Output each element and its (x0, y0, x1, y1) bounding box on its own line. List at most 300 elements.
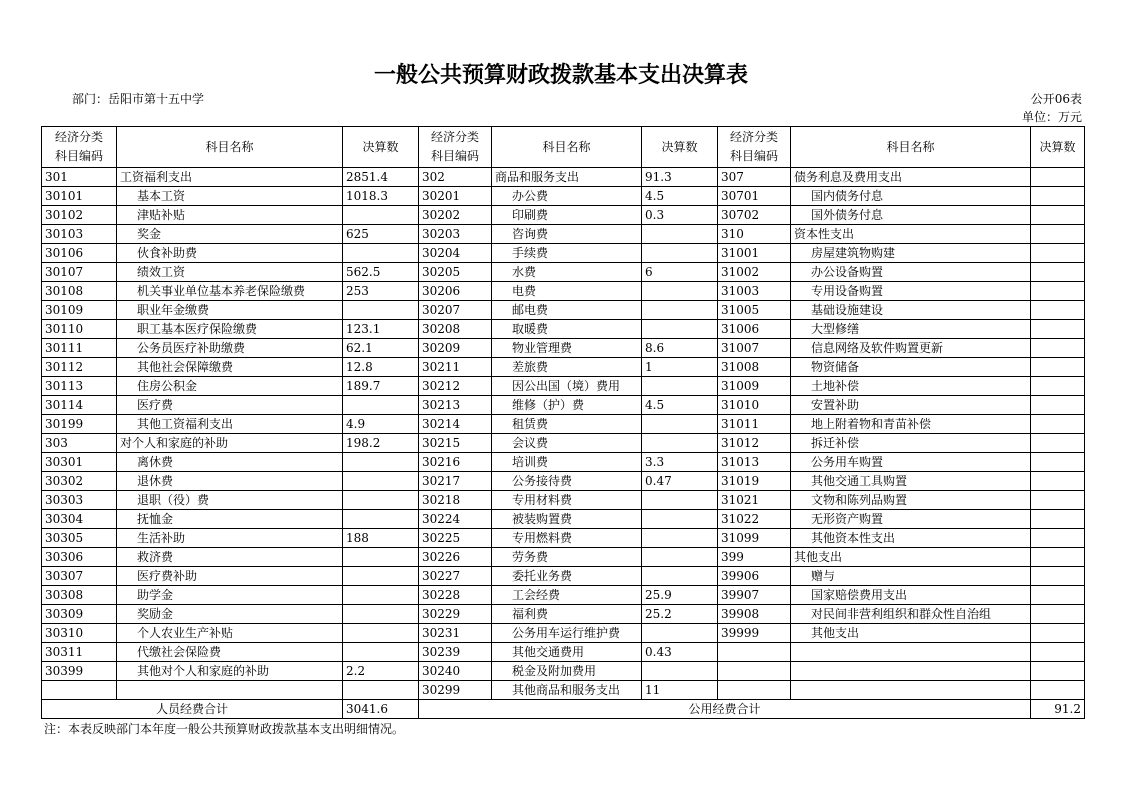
name-cell-1: 对个人和家庭的补助 (117, 434, 343, 453)
amount-cell-3 (1031, 681, 1085, 700)
code-cell-2: 30225 (419, 529, 492, 548)
name-cell-2: 专用材料费 (492, 491, 642, 510)
amount-cell-2 (642, 434, 718, 453)
name-cell-1: 工资福利支出 (117, 168, 343, 187)
code-cell-2: 30201 (419, 187, 492, 206)
name-cell-3: 物资储备 (791, 358, 1031, 377)
code-cell-3: 310 (718, 225, 791, 244)
code-cell-2: 30217 (419, 472, 492, 491)
amount-cell-3 (1031, 339, 1085, 358)
amount-cell-2: 0.43 (642, 643, 718, 662)
code-cell-3: 307 (718, 168, 791, 187)
amount-cell-3 (1031, 548, 1085, 567)
amount-cell-3 (1031, 491, 1085, 510)
code-cell-3: 31007 (718, 339, 791, 358)
code-cell-2: 302 (419, 168, 492, 187)
amount-cell-2: 11 (642, 681, 718, 700)
code-cell-1: 30303 (42, 491, 117, 510)
code-cell-3: 31019 (718, 472, 791, 491)
code-cell-1: 30304 (42, 510, 117, 529)
code-cell-1: 30113 (42, 377, 117, 396)
table-row (42, 206, 1085, 225)
name-cell-3: 地上附着物和青苗补偿 (791, 415, 1031, 434)
name-cell-3: 其他支出 (791, 624, 1031, 643)
code-cell-1: 301 (42, 168, 117, 187)
name-cell-3: 拆迁补偿 (791, 434, 1031, 453)
header-amount-2: 决算数 (642, 127, 718, 168)
name-cell-3 (791, 681, 1031, 700)
code-cell-1: 30101 (42, 187, 117, 206)
name-cell-2: 公务接待费 (492, 472, 642, 491)
amount-cell-1 (343, 396, 419, 415)
name-cell-2: 商品和服务支出 (492, 168, 642, 187)
amount-cell-1: 198.2 (343, 434, 419, 453)
public-total-label: 公用经费合计 (419, 700, 1031, 719)
code-cell-3: 31005 (718, 301, 791, 320)
amount-cell-3 (1031, 529, 1085, 548)
table-row (42, 396, 1085, 415)
name-cell-1: 住房公积金 (117, 377, 343, 396)
name-cell-2: 手续费 (492, 244, 642, 263)
amount-cell-2 (642, 282, 718, 301)
code-cell-1: 30110 (42, 320, 117, 339)
amount-cell-3 (1031, 510, 1085, 529)
amount-cell-3 (1031, 453, 1085, 472)
amount-cell-3 (1031, 187, 1085, 206)
table-row (42, 472, 1085, 491)
code-cell-1: 30199 (42, 415, 117, 434)
table-row (42, 358, 1085, 377)
code-cell-1: 30301 (42, 453, 117, 472)
amount-cell-1: 2851.4 (343, 168, 419, 187)
table-row (42, 548, 1085, 567)
table-row (42, 339, 1085, 358)
name-cell-2: 培训费 (492, 453, 642, 472)
header-amount-1: 决算数 (343, 127, 419, 168)
amount-cell-2 (642, 567, 718, 586)
amount-cell-3 (1031, 377, 1085, 396)
amount-cell-1 (343, 491, 419, 510)
code-cell-3: 31021 (718, 491, 791, 510)
amount-cell-1: 189.7 (343, 377, 419, 396)
name-cell-2: 维修（护）费 (492, 396, 642, 415)
code-cell-3: 30701 (718, 187, 791, 206)
amount-cell-1 (343, 510, 419, 529)
amount-cell-3 (1031, 472, 1085, 491)
code-cell-1: 30311 (42, 643, 117, 662)
amount-cell-2: 1 (642, 358, 718, 377)
table-row (42, 415, 1085, 434)
amount-cell-3 (1031, 244, 1085, 263)
code-cell-1: 30108 (42, 282, 117, 301)
table-row (42, 263, 1085, 282)
code-cell-3: 31022 (718, 510, 791, 529)
name-cell-2: 其他交通费用 (492, 643, 642, 662)
amount-cell-1: 12.8 (343, 358, 419, 377)
name-cell-1: 医疗费 (117, 396, 343, 415)
name-cell-2: 福利费 (492, 605, 642, 624)
amount-cell-3 (1031, 320, 1085, 339)
code-cell-2: 30228 (419, 586, 492, 605)
code-cell-2: 30214 (419, 415, 492, 434)
name-cell-3: 文物和陈列品购置 (791, 491, 1031, 510)
code-cell-3 (718, 662, 791, 681)
code-cell-2: 30211 (419, 358, 492, 377)
name-cell-3: 资本性支出 (791, 225, 1031, 244)
table-row (42, 624, 1085, 643)
amount-cell-1 (343, 301, 419, 320)
code-cell-1: 30103 (42, 225, 117, 244)
code-cell-3: 31010 (718, 396, 791, 415)
unit-label: 单位：万元 (1021, 110, 1082, 124)
code-cell-3: 31008 (718, 358, 791, 377)
name-cell-3: 其他资本性支出 (791, 529, 1031, 548)
code-cell-2: 30208 (419, 320, 492, 339)
code-cell-1: 30302 (42, 472, 117, 491)
footnote: 注：本表反映部门本年度一般公共预算财政拨款基本支出明细情况。 (44, 722, 405, 736)
name-cell-1 (117, 681, 343, 700)
name-cell-3: 土地补偿 (791, 377, 1031, 396)
name-cell-1: 机关事业单位基本养老保险缴费 (117, 282, 343, 301)
code-cell-2: 30202 (419, 206, 492, 225)
name-cell-2: 因公出国（境）费用 (492, 377, 642, 396)
code-cell-2: 30231 (419, 624, 492, 643)
code-cell-3 (718, 681, 791, 700)
name-cell-3: 专用设备购置 (791, 282, 1031, 301)
name-cell-3: 债务利息及费用支出 (791, 168, 1031, 187)
amount-cell-2: 25.2 (642, 605, 718, 624)
name-cell-2: 税金及附加费用 (492, 662, 642, 681)
code-cell-2: 30207 (419, 301, 492, 320)
amount-cell-3 (1031, 206, 1085, 225)
table-row (42, 187, 1085, 206)
name-cell-1: 奖金 (117, 225, 343, 244)
table-row (42, 434, 1085, 453)
amount-cell-3 (1031, 662, 1085, 681)
name-cell-3 (791, 662, 1031, 681)
name-cell-1: 个人农业生产补贴 (117, 624, 343, 643)
code-cell-1: 30106 (42, 244, 117, 263)
amount-cell-1: 62.1 (343, 339, 419, 358)
amount-cell-3 (1031, 624, 1085, 643)
name-cell-3: 大型修缮 (791, 320, 1031, 339)
amount-cell-1: 625 (343, 225, 419, 244)
table-row (42, 377, 1085, 396)
amount-cell-2: 0.3 (642, 206, 718, 225)
table-row (42, 586, 1085, 605)
header-code-2: 经济分类 科目编码 (419, 127, 492, 168)
code-cell-3: 399 (718, 548, 791, 567)
totals-row (42, 700, 1085, 719)
amount-cell-2 (642, 529, 718, 548)
header-name-2: 科目名称 (492, 127, 642, 168)
name-cell-1: 抚恤金 (117, 510, 343, 529)
amount-cell-3 (1031, 415, 1085, 434)
code-cell-1: 30305 (42, 529, 117, 548)
header-name-3: 科目名称 (791, 127, 1031, 168)
amount-cell-3 (1031, 263, 1085, 282)
code-cell-2: 30206 (419, 282, 492, 301)
amount-cell-2 (642, 225, 718, 244)
code-cell-1: 30310 (42, 624, 117, 643)
header-code-3: 经济分类 科目编码 (718, 127, 791, 168)
name-cell-2: 专用燃料费 (492, 529, 642, 548)
code-cell-3: 39906 (718, 567, 791, 586)
code-cell-3: 39907 (718, 586, 791, 605)
name-cell-2: 劳务费 (492, 548, 642, 567)
amount-cell-1: 2.2 (343, 662, 419, 681)
expenditure-table (41, 126, 1085, 719)
code-cell-3: 31011 (718, 415, 791, 434)
name-cell-2: 水费 (492, 263, 642, 282)
amount-cell-2 (642, 320, 718, 339)
amount-cell-3 (1031, 434, 1085, 453)
amount-cell-2: 6 (642, 263, 718, 282)
table-row (42, 301, 1085, 320)
header-amount-3: 决算数 (1031, 127, 1085, 168)
personnel-total-value: 3041.6 (343, 700, 419, 719)
amount-cell-2 (642, 624, 718, 643)
table-row (42, 244, 1085, 263)
code-cell-1: 30111 (42, 339, 117, 358)
amount-cell-2 (642, 301, 718, 320)
amount-cell-1 (343, 605, 419, 624)
amount-cell-2 (642, 491, 718, 510)
amount-cell-1 (343, 206, 419, 225)
amount-cell-2: 4.5 (642, 187, 718, 206)
page-title: 一般公共预算财政拨款基本支出决算表 (373, 63, 748, 88)
table-row (42, 282, 1085, 301)
amount-cell-2: 25.9 (642, 586, 718, 605)
code-cell-1: 303 (42, 434, 117, 453)
table-row (42, 225, 1085, 244)
name-cell-2: 物业管理费 (492, 339, 642, 358)
table-header-row (42, 127, 1085, 168)
amount-cell-1: 188 (343, 529, 419, 548)
name-cell-2: 咨询费 (492, 225, 642, 244)
amount-cell-2: 0.47 (642, 472, 718, 491)
name-cell-1: 奖励金 (117, 605, 343, 624)
table-row (42, 320, 1085, 339)
code-cell-3: 30702 (718, 206, 791, 225)
table-row (42, 662, 1085, 681)
code-cell-1: 30306 (42, 548, 117, 567)
name-cell-1: 职工基本医疗保险缴费 (117, 320, 343, 339)
code-cell-3: 39999 (718, 624, 791, 643)
code-cell-1: 30114 (42, 396, 117, 415)
code-cell-2: 30213 (419, 396, 492, 415)
code-cell-2: 30215 (419, 434, 492, 453)
name-cell-1: 代缴社会保险费 (117, 643, 343, 662)
code-cell-2: 30205 (419, 263, 492, 282)
code-cell-3: 31099 (718, 529, 791, 548)
name-cell-1: 其他工资福利支出 (117, 415, 343, 434)
amount-cell-1: 123.1 (343, 320, 419, 339)
name-cell-3: 房屋建筑物购建 (791, 244, 1031, 263)
amount-cell-1 (343, 548, 419, 567)
code-cell-2: 30239 (419, 643, 492, 662)
amount-cell-1 (343, 643, 419, 662)
name-cell-3 (791, 643, 1031, 662)
amount-cell-2: 91.3 (642, 168, 718, 187)
name-cell-1: 津贴补贴 (117, 206, 343, 225)
code-cell-2: 30203 (419, 225, 492, 244)
public-total-value: 91.2 (1031, 700, 1085, 719)
name-cell-2: 其他商品和服务支出 (492, 681, 642, 700)
name-cell-3: 对民间非营利组织和群众性自治组 (791, 605, 1031, 624)
code-cell-1: 30102 (42, 206, 117, 225)
name-cell-1: 退职（役）费 (117, 491, 343, 510)
name-cell-1: 公务员医疗补助缴费 (117, 339, 343, 358)
header-code-1: 经济分类 科目编码 (42, 127, 117, 168)
amount-cell-2 (642, 510, 718, 529)
amount-cell-2 (642, 415, 718, 434)
name-cell-3: 国家赔偿费用支出 (791, 586, 1031, 605)
code-cell-1: 30107 (42, 263, 117, 282)
code-cell-3: 31012 (718, 434, 791, 453)
amount-cell-3 (1031, 567, 1085, 586)
amount-cell-1 (343, 453, 419, 472)
name-cell-3: 安置补助 (791, 396, 1031, 415)
code-cell-2: 30224 (419, 510, 492, 529)
name-cell-3: 无形资产购置 (791, 510, 1031, 529)
code-cell-3: 31003 (718, 282, 791, 301)
name-cell-1: 绩效工资 (117, 263, 343, 282)
amount-cell-1: 253 (343, 282, 419, 301)
table-row (42, 491, 1085, 510)
amount-cell-1: 562.5 (343, 263, 419, 282)
table-row (42, 510, 1085, 529)
code-cell-3: 31006 (718, 320, 791, 339)
code-cell-3: 31002 (718, 263, 791, 282)
name-cell-2: 邮电费 (492, 301, 642, 320)
code-cell-2: 30204 (419, 244, 492, 263)
code-cell-1: 30308 (42, 586, 117, 605)
table-row (42, 529, 1085, 548)
amount-cell-3 (1031, 301, 1085, 320)
name-cell-1: 离休费 (117, 453, 343, 472)
amount-cell-1 (343, 472, 419, 491)
name-cell-2: 差旅费 (492, 358, 642, 377)
amount-cell-3 (1031, 643, 1085, 662)
name-cell-2: 印刷费 (492, 206, 642, 225)
amount-cell-1 (343, 624, 419, 643)
amount-cell-2 (642, 548, 718, 567)
name-cell-2: 公务用车运行维护费 (492, 624, 642, 643)
name-cell-2: 取暖费 (492, 320, 642, 339)
code-cell-3 (718, 643, 791, 662)
name-cell-1: 职业年金缴费 (117, 301, 343, 320)
amount-cell-2 (642, 662, 718, 681)
code-cell-2: 30226 (419, 548, 492, 567)
name-cell-1: 医疗费补助 (117, 567, 343, 586)
code-cell-3: 31013 (718, 453, 791, 472)
amount-cell-3 (1031, 168, 1085, 187)
amount-cell-1: 4.9 (343, 415, 419, 434)
header-name-1: 科目名称 (117, 127, 343, 168)
name-cell-2: 被装购置费 (492, 510, 642, 529)
name-cell-3: 其他支出 (791, 548, 1031, 567)
table-row (42, 168, 1085, 187)
table-row (42, 643, 1085, 662)
name-cell-1: 助学金 (117, 586, 343, 605)
name-cell-1: 救济费 (117, 548, 343, 567)
amount-cell-2: 4.5 (642, 396, 718, 415)
amount-cell-1: 1018.3 (343, 187, 419, 206)
amount-cell-3 (1031, 282, 1085, 301)
code-cell-3: 31009 (718, 377, 791, 396)
name-cell-3: 信息网络及软件购置更新 (791, 339, 1031, 358)
amount-cell-2: 3.3 (642, 453, 718, 472)
name-cell-3: 其他交通工具购置 (791, 472, 1031, 491)
code-cell-1 (42, 681, 117, 700)
amount-cell-2 (642, 244, 718, 263)
code-cell-1: 30112 (42, 358, 117, 377)
code-cell-1: 30399 (42, 662, 117, 681)
name-cell-3: 国内债务付息 (791, 187, 1031, 206)
code-cell-2: 30212 (419, 377, 492, 396)
amount-cell-1 (343, 586, 419, 605)
code-cell-1: 30307 (42, 567, 117, 586)
name-cell-1: 退休费 (117, 472, 343, 491)
amount-cell-3 (1031, 605, 1085, 624)
code-cell-2: 30240 (419, 662, 492, 681)
code-cell-1: 30309 (42, 605, 117, 624)
name-cell-3: 国外债务付息 (791, 206, 1031, 225)
amount-cell-2 (642, 377, 718, 396)
code-cell-2: 30299 (419, 681, 492, 700)
name-cell-1: 其他对个人和家庭的补助 (117, 662, 343, 681)
code-cell-3: 39908 (718, 605, 791, 624)
amount-cell-1 (343, 567, 419, 586)
personnel-total-label: 人员经费合计 (42, 700, 343, 719)
amount-cell-3 (1031, 225, 1085, 244)
amount-cell-3 (1031, 358, 1085, 377)
amount-cell-3 (1031, 396, 1085, 415)
code-cell-2: 30216 (419, 453, 492, 472)
name-cell-1: 生活补助 (117, 529, 343, 548)
code-cell-2: 30209 (419, 339, 492, 358)
name-cell-1: 基本工资 (117, 187, 343, 206)
table-row (42, 567, 1085, 586)
name-cell-2: 工会经费 (492, 586, 642, 605)
amount-cell-2: 8.6 (642, 339, 718, 358)
name-cell-2: 电费 (492, 282, 642, 301)
table-row (42, 681, 1085, 700)
amount-cell-1 (343, 244, 419, 263)
name-cell-1: 伙食补助费 (117, 244, 343, 263)
code-cell-3: 31001 (718, 244, 791, 263)
name-cell-3: 公务用车购置 (791, 453, 1031, 472)
amount-cell-3 (1031, 586, 1085, 605)
name-cell-3: 基础设施建设 (791, 301, 1031, 320)
department-label: 部门：岳阳市第十五中学 (72, 92, 205, 106)
name-cell-2: 租赁费 (492, 415, 642, 434)
name-cell-2: 委托业务费 (492, 567, 642, 586)
code-cell-2: 30227 (419, 567, 492, 586)
amount-cell-1 (343, 681, 419, 700)
table-row (42, 605, 1085, 624)
name-cell-2: 办公费 (492, 187, 642, 206)
code-cell-1: 30109 (42, 301, 117, 320)
name-cell-3: 办公设备购置 (791, 263, 1031, 282)
name-cell-1: 其他社会保障缴费 (117, 358, 343, 377)
code-cell-2: 30229 (419, 605, 492, 624)
document-code: 公开06表 (1030, 92, 1082, 106)
code-cell-2: 30218 (419, 491, 492, 510)
name-cell-2: 会议费 (492, 434, 642, 453)
table-row (42, 453, 1085, 472)
